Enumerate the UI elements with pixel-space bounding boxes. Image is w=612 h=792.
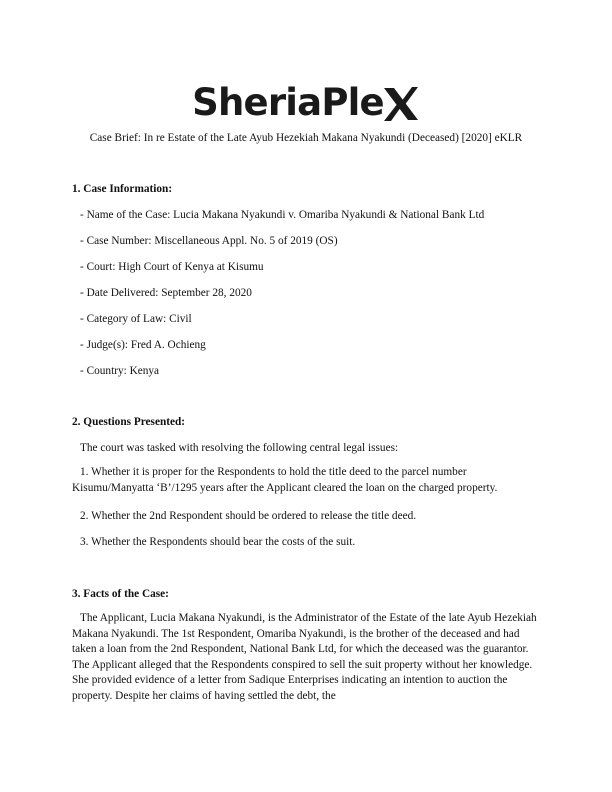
case-information-heading: 1. Case Information: xyxy=(72,183,173,195)
question-1: 1. Whether it is proper for the Respondents to hold the title deed to the parcel number Kisumu/Manyatta ‘B’/1295 years after the Applicant cleared the loan on the charged property. xyxy=(72,466,498,494)
sheriaplex-logo xyxy=(0,78,612,128)
facts-paragraph: The Applicant, Lucia Makana Nyakundi, is the Administrator of the Estate of the late Ayub Hezekiah Makana Nyakundi. The 1st Respondent, Omariba Nyakundi, is the brother of the deceased and had taken a loan from the 2nd Respondent, National Bank Ltd, for which the deceased was the guarantor. The Applicant alleged that the Respondents conspired to sell the suit property without her knowledge. She provided evidence of a letter from Sadique Enterprises indicating an intention to auction the property. Despite her claims of having settled the debt, the xyxy=(72,612,537,702)
question-3: 3. Whether the Respondents should bear the costs of the suit. xyxy=(80,536,356,548)
case-info-number: - Case Number: Miscellaneous Appl. No. 5 of 2019 (OS) xyxy=(80,235,338,247)
questions-intro: The court was tasked with resolving the following central legal issues: xyxy=(80,442,399,454)
questions-heading: 2. Questions Presented: xyxy=(72,416,186,428)
question-2: 2. Whether the 2nd Respondent should be ordered to release the title deed. xyxy=(80,510,417,522)
brief-title: Case Brief: In re Estate of the Late Ayub Hezekiah Makana Nyakundi (Deceased) [2020] eKLR xyxy=(89,132,523,144)
case-info-judge: - Judge(s): Fred A. Ochieng xyxy=(80,339,206,351)
case-info-name: - Name of the Case: Lucia Makana Nyakundi v. Omariba Nyakundi & National Bank Ltd xyxy=(80,209,485,221)
facts-heading: 3. Facts of the Case: xyxy=(72,588,169,600)
logo-wordmark: SheriaPle xyxy=(192,81,384,124)
case-info-court: - Court: High Court of Kenya at Kisumu xyxy=(80,261,264,273)
case-info-date: - Date Delivered: September 28, 2020 xyxy=(80,287,252,299)
logo-x-mark-icon xyxy=(382,84,420,124)
case-info-category: - Category of Law: Civil xyxy=(80,313,192,325)
case-info-country: - Country: Kenya xyxy=(80,365,160,377)
